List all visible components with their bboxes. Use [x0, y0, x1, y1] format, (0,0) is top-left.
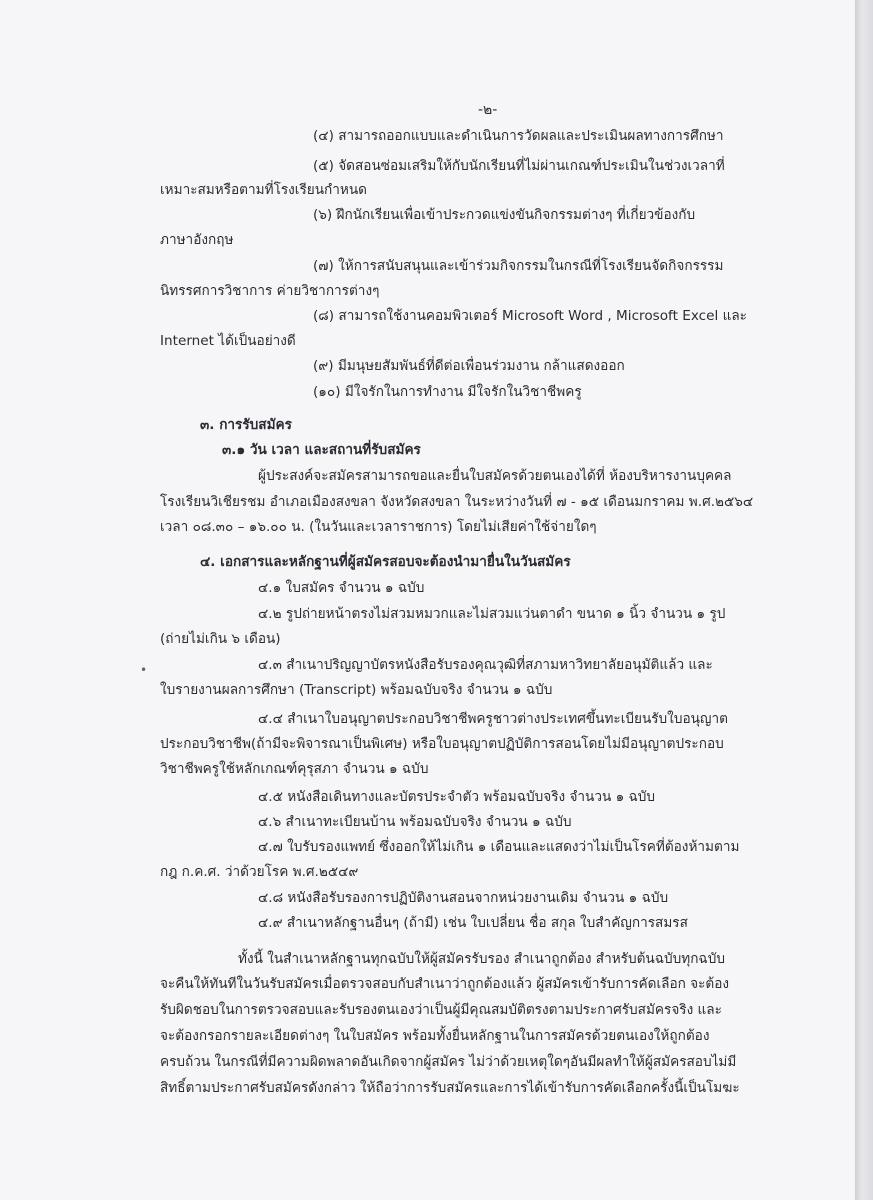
- smudge-mark: •: [140, 663, 148, 677]
- subsection-heading: ๓.๑ วัน เวลา และสถานที่รับสมัคร: [222, 442, 421, 458]
- text-line: ทั้งนี้ ในสำเนาหลักฐานทุกฉบับให้ผู้สมัครรับรอง สำเนาถูกต้อง สำหรับต้นฉบับทุกฉบับ: [238, 951, 725, 967]
- text-line: วิชาชีพครูใช้หลักเกณฑ์คุรุสภา จำนวน ๑ ฉบับ: [160, 761, 429, 777]
- text-line: (๔) สามารถออกแบบและดำเนินการวัดผลและประเมินผลทางการศึกษา: [313, 128, 724, 144]
- page-edge-shadow: [855, 0, 873, 1200]
- list-item: ๔.๓ สำเนาปริญญาบัตรหนังสือรับรองคุณวุฒิที่สภามหาวิทยาลัยอนุมัติแล้ว และ: [258, 657, 713, 673]
- list-item: ๔.๔ สำเนาใบอนุญาตประกอบวิชาชีพครูชาวต่างประเทศขึ้นทะเบียนรับใบอนุญาต: [258, 711, 728, 727]
- text-line: โรงเรียนวิเชียรชม อำเภอเมืองสงขลา จังหวัดสงขลา ในระหว่างวันที่ ๗ - ๑๕ เดือนมกราคม พ.ศ.๒๕๖๔: [160, 494, 754, 510]
- text-line: (๕) จัดสอนซ่อมเสริมให้กับนักเรียนที่ไม่ผ่านเกณฑ์ประเมินในช่วงเวลาที่: [313, 158, 725, 174]
- text-line: (๙) มีมนุษยสัมพันธ์ที่ดีต่อเพื่อนร่วมงาน กล้าแสดงออก: [313, 358, 625, 374]
- text-line: (๘) สามารถใช้งานคอมพิวเตอร์ Microsoft Word , Microsoft Excel และ: [313, 308, 747, 324]
- list-item: ๔.๖ สำเนาทะเบียนบ้าน พร้อมฉบับจริง จำนวน ๑ ฉบับ: [258, 814, 572, 830]
- text-line: กฎ ก.ค.ศ. ว่าด้วยโรค พ.ศ.๒๕๔๙: [160, 864, 359, 880]
- text-line: (ถ่ายไม่เกิน ๖ เดือน): [160, 631, 281, 647]
- text-line: จะคืนให้ทันทีในวันรับสมัครเมื่อตรวจสอบกับสำเนาว่าถูกต้องแล้ว ผู้สมัครเข้ารับการคัดเลือก จะต้อง: [160, 976, 730, 992]
- text-line: เหมาะสมหรือตามที่โรงเรียนกำหนด: [160, 182, 367, 198]
- text-line: Internet ได้เป็นอย่างดี: [160, 333, 296, 349]
- text-line: ครบถ้วน ในกรณีที่มีความผิดพลาดอันเกิดจากผู้สมัคร ไม่ว่าด้วยเหตุใดๆอันมีผลทำให้ผู้สมัครสอบไม่มี: [160, 1054, 737, 1070]
- text-line: เวลา ๐๘.๓๐ – ๑๖.๐๐ น. (ในวันและเวลาราชการ) โดยไม่เสียค่าใช้จ่ายใดๆ: [160, 519, 597, 535]
- text-line: (๗) ให้การสนับสนุนและเข้าร่วมกิจกรรมในกรณีที่โรงเรียนจัดกิจกรรรม: [313, 258, 724, 274]
- section-heading: ๓. การรับสมัคร: [200, 417, 292, 433]
- list-item: ๔.๗ ใบรับรองแพทย์ ซึ่งออกให้ไม่เกิน ๑ เดือนและแสดงว่าไม่เป็นโรคที่ต้องห้ามตาม: [258, 839, 740, 855]
- text-line: สิทธิ์ตามประกาศรับสมัครดังกล่าว ให้ถือว่าการรับสมัครและการได้เข้ารับการคัดเลือกครั้งนี้เป็นโมฆะ: [160, 1080, 740, 1096]
- text-line: นิทรรศการวิชาการ ค่ายวิชาการต่างๆ: [160, 283, 380, 299]
- list-item: ๔.๑ ใบสมัคร จำนวน ๑ ฉบับ: [258, 580, 425, 596]
- section-heading: ๔. เอกสารและหลักฐานที่ผู้สมัครสอบจะต้องนำมายื่นในวันสมัคร: [200, 554, 571, 570]
- text-line: (๖) ฝึกนักเรียนเพื่อเข้าประกวดแข่งขันกิจกรรมต่างๆ ที่เกี่ยวข้องกับ: [313, 207, 696, 223]
- text-line: จะต้องกรอกรายละเอียดต่างๆ ในใบสมัคร พร้อมทั้งยื่นหลักฐานในการสมัครด้วยตนเองให้ถูกต้อง: [160, 1028, 710, 1044]
- text-line: ผู้ประสงค์จะสมัครสามารถขอและยื่นใบสมัครด้วยตนเองได้ที่ ห้องบริหารงานบุคคล: [258, 468, 732, 484]
- list-item: ๔.๘ หนังสือรับรองการปฏิบัติงานสอนจากหน่วยงานเดิม จำนวน ๑ ฉบับ: [258, 890, 669, 906]
- text-line: รับผิดชอบในการตรวจสอบและรับรองตนเองว่าเป็นผู้มีคุณสมบัติตรงตามประกาศรับสมัครจริง และ: [160, 1002, 722, 1018]
- text-line: (๑๐) มีใจรักในการทำงาน มีใจรักในวิชาชีพครู: [313, 384, 582, 400]
- list-item: ๔.๒ รูปถ่ายหน้าตรงไม่สวมหมวกและไม่สวมแว่นตาดำ ขนาด ๑ นิ้ว จำนวน ๑ รูป: [258, 606, 726, 622]
- page-number: -๒-: [478, 102, 498, 118]
- list-item: ๔.๕ หนังสือเดินทางและบัตรประจำตัว พร้อมฉบับจริง จำนวน ๑ ฉบับ: [258, 789, 656, 805]
- text-line: ภาษาอังกฤษ: [160, 232, 234, 248]
- text-line: ใบรายงานผลการศึกษา (Transcript) พร้อมฉบับจริง จำนวน ๑ ฉบับ: [160, 682, 553, 698]
- list-item: ๔.๙ สำเนาหลักฐานอื่นๆ (ถ้ามี) เช่น ใบเปลี่ยน ชื่อ สกุล ใบสำคัญการสมรส: [258, 915, 688, 931]
- text-line: ประกอบวิชาชีพ(ถ้ามีจะพิจารณาเป็นพิเศษ) หรือใบอนุญาตปฏิบัติการสอนโดยไม่มีอนุญาตประกอบ: [160, 736, 724, 752]
